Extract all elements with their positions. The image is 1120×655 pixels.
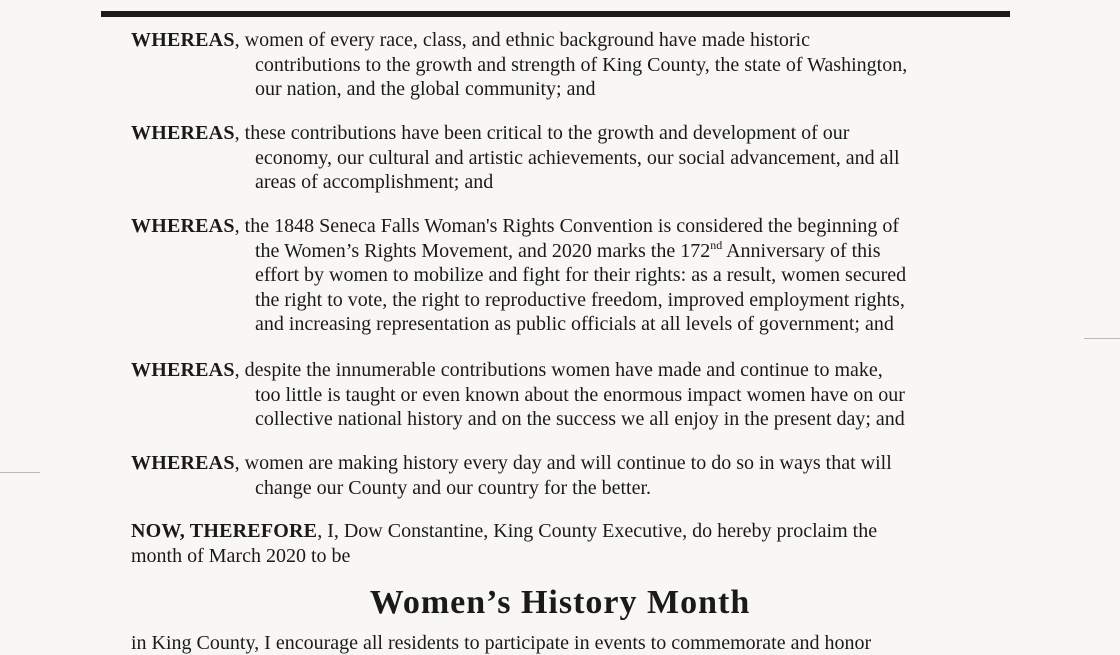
whereas-keyword: WHEREAS (131, 122, 235, 144)
proclamation-title: Women’s History Month (369, 584, 751, 621)
cut-off-text-line: in King County, I encourage all residents to participate in events to commemorate and honor (131, 632, 872, 654)
whereas-keyword: WHEREAS (131, 359, 235, 381)
clause-text: economy, our cultural and artistic achievements, our social advancement, and all (255, 146, 900, 169)
clause-text: change our County and our country for the better. (255, 476, 651, 499)
now-therefore-clause (131, 519, 991, 568)
clause-text: the Women’s Rights Movement, and 2020 marks the 172 (255, 239, 711, 262)
clause-text: month of March 2020 to be (131, 544, 351, 567)
whereas-keyword: WHEREAS (131, 452, 235, 474)
clause-text: , these contributions have been critical to the growth and development of our (234, 122, 850, 144)
clause-text: Anniversary of this (722, 239, 881, 262)
clause-text: , I, Dow Constantine, King County Executive, do hereby proclaim the (317, 520, 878, 542)
clause-text: , despite the innumerable contributions women have made and continue to make, (234, 359, 883, 381)
whereas-clause-2 (131, 121, 991, 195)
now-therefore-keyword: NOW, THEREFORE (131, 520, 318, 542)
whereas-clause-5 (131, 451, 991, 500)
ordinal-superscript: nd (710, 237, 723, 252)
clause-text: our nation, and the global community; and (255, 78, 596, 100)
whereas-clause-3 (131, 214, 991, 337)
clause-text: contributions to the growth and strength of King County, the state of Washington, (255, 53, 908, 76)
clause-text: , women are making history every day and will continue to do so in ways that will (234, 452, 892, 474)
clause-text: the right to vote, the right to reproductive freedom, improved employment rights, (255, 288, 905, 311)
scan-artifact (1084, 338, 1120, 339)
scan-artifact (0, 472, 40, 473)
top-border-rule (101, 11, 1010, 17)
whereas-keyword: WHEREAS (131, 29, 235, 51)
whereas-keyword: WHEREAS (131, 215, 235, 237)
clause-text: , women of every race, class, and ethnic background have made historic (234, 29, 810, 51)
clause-text-with-superscript (131, 237, 881, 262)
clause-text: and increasing representation as public officials at all levels of government; and (255, 313, 894, 335)
whereas-clause-1 (131, 28, 991, 102)
clause-text: areas of accomplishment; and (255, 171, 494, 193)
whereas-clause-4 (131, 358, 991, 432)
clause-text: , the 1848 Seneca Falls Woman's Rights Convention is considered the beginning of (234, 215, 899, 237)
clause-text: collective national history and on the success we all enjoy in the present day; and (255, 408, 905, 430)
clause-text: too little is taught or even known about the enormous impact women have on our (255, 383, 905, 406)
clause-text: effort by women to mobilize and fight for their rights: as a result, women secured (255, 264, 907, 286)
